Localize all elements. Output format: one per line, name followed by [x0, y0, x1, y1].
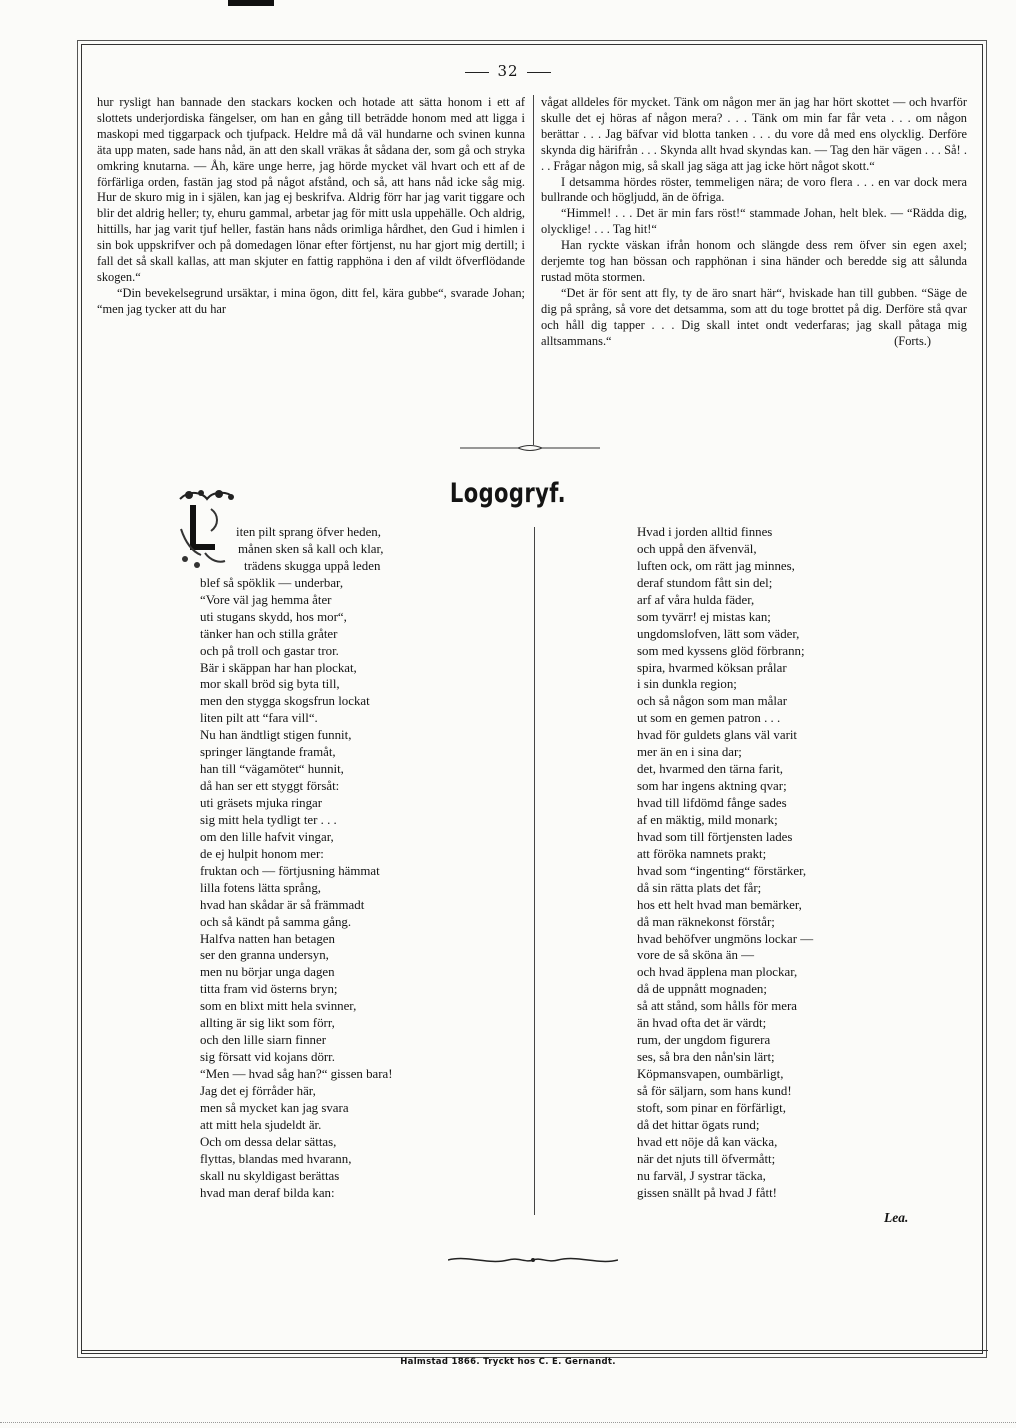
story-paragraph: “Din bevekelsegrund ursäktar, i mina ögon, ditt fel, kära gubbe“, svarade Johan; “men jag tycker att du har	[97, 285, 525, 316]
poem-line: ut som en gemen patron . . .	[637, 711, 781, 726]
poem-line: vore de så sköna än —	[637, 948, 755, 963]
poem-line: deraf stundom fått sin del;	[637, 575, 773, 590]
story-right-column	[541, 95, 967, 350]
poem-line: men nu börjar unga dagen	[200, 965, 335, 980]
poem-line: arf af våra hulda fäder,	[637, 592, 755, 607]
poem-line: trädens skugga uppå leden	[244, 558, 381, 573]
poem-line: hvad ett nöje då kan väcka,	[637, 1134, 778, 1149]
poem-line: Köpmansvapen, oumbärligt,	[637, 1067, 784, 1081]
poem-line: och hvad äpplena man plockar,	[637, 965, 798, 980]
footer-rule	[81, 1350, 988, 1351]
poem-line: rum, der ungdom figurera	[637, 1033, 771, 1048]
poem-line: i sin dunkla region;	[637, 677, 737, 692]
poem-line: och så kändt på samma gång.	[200, 914, 352, 929]
poem-line: tänker han och stilla gråter	[200, 626, 338, 641]
poem-line: hos ett helt hvad man bemärker,	[637, 897, 802, 912]
poem-line: han till “vägamötet“ hunnit,	[200, 762, 344, 777]
poem-line: allting är sig likt som förr,	[200, 1016, 335, 1031]
poem-line: men så mycket kan jag svara	[200, 1100, 349, 1115]
poem-line: uti stugans skydd, hos mor“,	[200, 609, 347, 624]
poem-line: skall nu skyldigast berättas	[200, 1168, 340, 1183]
poem-line: “Vore väl jag hemma åter	[200, 592, 332, 607]
poem-line: ungdomslofven, lätt som väder,	[637, 626, 800, 641]
poem-line: som tyvärr! ej mistas kan;	[637, 609, 771, 624]
poem-line: så för säljarn, som hans kund!	[637, 1083, 792, 1098]
poem-line: ses, så bra den nån'sin lärt;	[637, 1050, 775, 1065]
poem-line: Hvad i jorden alltid finnes	[637, 525, 773, 539]
poem-line: då de uppnått mognaden;	[637, 982, 767, 997]
poem-line: att föröka namnets prakt;	[637, 846, 767, 861]
poem-right-column	[637, 524, 813, 1202]
page-number	[0, 62, 1016, 80]
poem-title: Logogryf.	[449, 478, 567, 509]
poem-line: lilla fotens lätta språng,	[200, 880, 321, 895]
poem-line: då sin rätta plats det får;	[637, 880, 762, 895]
poem-line: att mitt hela sjudeldt är.	[200, 1117, 322, 1132]
story-paragraph: hur rysligt han bannade den stackars kocken och hotade att sätta honom i ett af slottets underjordiska fängelser, om han en gång till beträdde honom med att ligga i maskopi med tiggarpack och tjufpack. Heldre må då väl hundarne och svinen kunna äta upp maten, sade hans nåd, än att den skall vräkas åt sådana der, som gå och stryka omkring knutarna. — Åh, käre unge herre, jag hörde mycket väl hvart och ett af de förfärliga orden, fastän jag stod på något afstånd, och så, att hans nåd icke såg mig. Hur de skuro mig in i själen, kan jag ej beskrifva. Aldrig förr har jag varit tiggare och blir det aldrig heller; ty, ehuru gammal, arbetar jag för mitt usla uppehälle. Och aldrig, hittills, har jag varit tjuf heller, fastän hans nåds orimliga hårdhet, den Gud i himlen i sin bok uppskrifver och på domedagen lönar efter förtjenst, nu har gjort mig dertill; i fall det så skall kallas, att man skjuter en fattig rapphöna i den af vildt öfverflödande skogen.“	[97, 95, 525, 284]
poem-line: hvad för guldets glans väl varit	[637, 728, 798, 743]
poem-line: Bär i skäppan har han plockat,	[200, 660, 357, 675]
poem-line: stoft, som pinar en förfärligt,	[637, 1100, 786, 1115]
poem-line: spira, hvarmed köksan prålar	[637, 660, 787, 675]
scan-bottom-edge	[0, 1422, 1016, 1423]
poem-line: “Men — hvad såg han?“ gissen bara!	[200, 1067, 393, 1081]
story-left-column	[97, 95, 525, 318]
ornament-divider-icon	[448, 1253, 618, 1267]
poem-line: än hvad ofta det är värdt;	[637, 1016, 767, 1031]
poem-line: då man räknekonst förstår;	[637, 914, 775, 929]
poem-line: så att stånd, som hålls för mera	[637, 999, 798, 1014]
poem-line: som har ingens aktning qvar;	[637, 779, 787, 794]
poem-line: titta fram vid österns bryn;	[200, 982, 338, 997]
continued-note: (Forts.)	[894, 333, 931, 348]
poem-line: hvad som till förtjensten lades	[637, 829, 793, 844]
story-paragraph: vågat alldeles för mycket. Tänk om någon mer än jag har hört skottet — och hvarför skulle det ej höras af någon mera? . . . Tänk om min far får veta . . . om någon berättar . . . Jag bäfvar vid blotta tanken . . . du vore då med ens olycklig. Derföre skynda dig härifrån . . . Skynda allt hvad skyndas kan. — Tag den här vägen . . . Så! . . . Frågar någon mig, så skall jag säga att jag icke hört något skott.“	[541, 95, 967, 173]
poem-line: sig försatt vid kojans dörr.	[200, 1050, 335, 1065]
poem-line: månen sken så kall och klar,	[238, 541, 384, 556]
poem-line: Nu han ändtligt stigen funnit,	[200, 728, 352, 743]
poem-line: fruktan och — förtjusning hämmat	[200, 863, 380, 878]
poem-line: hvad till lifdömd fånge sades	[637, 796, 787, 810]
poem-line: men den stygga skogsfrun lockat	[200, 694, 370, 709]
poem-line: sig mitt hela tydligt ter . . .	[200, 812, 337, 827]
poem-line: och på troll och gastar tror.	[200, 643, 339, 658]
poem-line: blef så spöklik — underbar,	[200, 575, 344, 590]
story-paragraph: “Det är för sent att fly, ty de äro snart här“, hviskade han till gubben. “Säge de dig på språng, så vore det detsamma, som att du toge brottet på dig. Derföre stå qvar och håll dig tapper . . . Dig skall intet ondt vederfaras; jag skall påtaga mig alltsammans.“	[541, 285, 967, 348]
scan-mark	[228, 0, 274, 6]
poem-line: af en mäktig, mild monark;	[637, 812, 778, 827]
page-number-dash-right	[527, 72, 551, 73]
poem-line: då det hittar ögats rund;	[637, 1117, 760, 1132]
poem-line: hvad han skådar är så främmadt	[200, 897, 365, 912]
poem-signature: Lea.	[884, 1210, 909, 1225]
poem-line: uti gräsets mjuka ringar	[200, 796, 323, 810]
poem-line: nu farväl, J systrar täcka,	[637, 1168, 766, 1183]
poem-line: ser den granna undersyn,	[200, 948, 329, 963]
poem-line: hvad man deraf bilda kan:	[200, 1185, 335, 1200]
poem-line: hvad behöfver ungmöns lockar —	[637, 931, 814, 946]
ornament-divider-icon	[460, 442, 600, 454]
poem-line: liten pilt att “fara vill“.	[200, 711, 318, 726]
poem-line: mer än en i sina dar;	[637, 745, 742, 760]
poem-line: Jag det ej förråder här,	[200, 1083, 316, 1098]
poem-line: Halfva natten han betagen	[200, 931, 335, 946]
poem-line: Och om dessa delar sättas,	[200, 1134, 337, 1149]
poem-line: och uppå den äfvenväl,	[637, 541, 757, 556]
poem-column-rule	[534, 527, 535, 1215]
poem-line: de ej hulpit honom mer:	[200, 846, 324, 861]
poem-line: springer längtande framåt,	[200, 745, 336, 760]
poem-line: som med kyssens glöd förbrann;	[637, 643, 805, 658]
printer-imprint: Halmstad 1866. Tryckt hos C. E. Gernandt.	[400, 1357, 616, 1367]
poem-line: mor skall bröd sig byta till,	[200, 677, 340, 692]
poem-line: iten pilt sprang öfver heden,	[236, 525, 381, 539]
story-paragraph: Han ryckte väskan ifrån honom och slängde dess rem öfver sin egen axel; derjemte tog han bössan och rapphönan i sina händer och beredde sig att sålunda rustad möta stormen.	[541, 238, 967, 284]
poem-line: hvad som “ingenting“ förstärker,	[637, 863, 807, 878]
poem-line: som en blixt mitt hela svinner,	[200, 999, 357, 1014]
poem-line: då han ser ett styggt försåt:	[200, 779, 340, 794]
poem-line: luften ock, om rätt jag minnes,	[637, 558, 795, 573]
story-paragraph: I detsamma hördes röster, temmeligen nära; de voro flera . . . en var dock mera bullrande och högljudd, än de öfriga.	[541, 174, 967, 205]
poem-left-column	[200, 524, 393, 1202]
column-rule	[533, 95, 534, 445]
poem-line: när det njuts till öfvermått;	[637, 1151, 776, 1166]
poem-line: det, hvarmed den tärna farit,	[637, 762, 784, 777]
page-number-text: 32	[497, 62, 519, 80]
poem-line: flyttas, blandas med hvarann,	[200, 1151, 352, 1166]
story-paragraph: “Himmel! . . . Det är min fars röst!“ stammade Johan, helt blek. — “Rädda dig, olycklige! . . . Tag hit!“	[541, 206, 967, 237]
poem-line: och så någon som man målar	[637, 694, 787, 709]
page-number-dash-left	[465, 72, 489, 73]
poem-line: om den lille hafvit vingar,	[200, 829, 334, 844]
poem-line: och den lille siarn finner	[200, 1033, 326, 1048]
poem-line: gissen snällt på hvad J fått!	[637, 1185, 777, 1200]
